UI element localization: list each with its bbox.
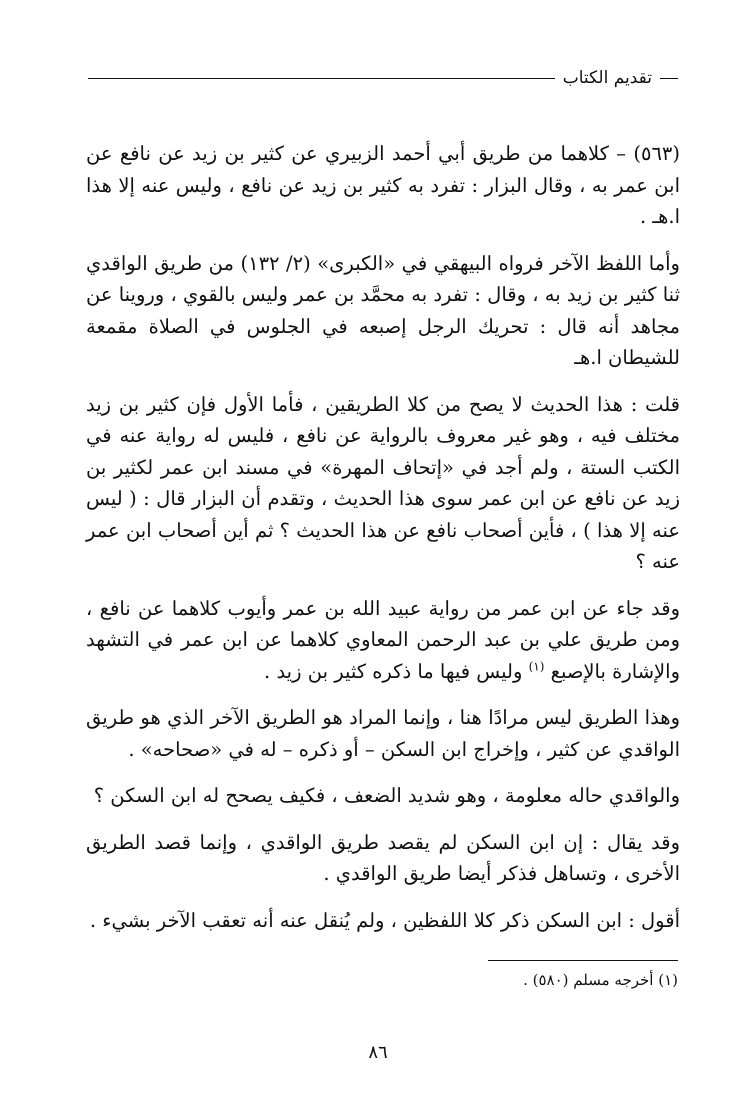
page-body	[86, 138, 680, 951]
paragraph-1: (٥٦٣) – كلاهما من طريق أبي أحمد الزبيري عن كثير بن زيد عن نافع عن ابن عمر به ، وقال البزار : تفرد به كثير بن زيد عن نافع ، وليس عنه إلا هذا ا.هـ .	[86, 142, 680, 228]
paragraph-4	[86, 593, 680, 688]
footnote-rule	[488, 960, 678, 961]
paragraph-4-tail: وليس فيها ما ذكره كثير بن زيد .	[264, 659, 523, 683]
header-title: تقديم الكتاب	[555, 64, 660, 92]
paragraph-3: قلت : هذا الحديث لا يصح من كلا الطريقين ، فأما الأول فإن كثير بن زيد مختلف فيه ، وهو غير معروف بالرواية عن نافع ، فليس له رواية عنه في الكتب الستة ، ولم أجد في «إتحاف المهرة» في مسند ابن عمر لكثير بن زيد عن نافع عن ابن عمر سوى هذا الحديث ، وتقدم أن البزار قال : ( ليس عنه إلا هذا ) ، فأين أصحاب نافع عن هذا الحديث ؟ ثم أين أصحاب ابن عمر عنه ؟	[86, 392, 680, 573]
paragraph-4-text: وقد جاء عن ابن عمر من رواية عبيد الله بن عمر وأيوب كلاهما عن نافع ، ومن طريق علي بن عبد الرحمن المعاوي كلاهما عن ابن عمر في التشهد والإشارة بالإصبع	[86, 596, 680, 683]
footnote-reference[interactable]: (١)	[528, 659, 545, 673]
page-number: ٨٦	[368, 1042, 388, 1063]
paragraph-7: وقد يقال : إن ابن السكن لم يقصد طريق الواقدي ، وإنما قصد الطريق الأخرى ، وتساهل فذكر أيضا طريق الواقدي .	[86, 830, 680, 885]
paragraph-2: وأما اللفظ الآخر فرواه البيهقي في «الكبرى» (٢/ ١٣٢) من طريق الواقدي ثنا كثير بن زيد به ، وقال : تفرد به محمَّد بن عمر وليس بالقوي ، وروينا عن مجاهد أنه قال : تحريك الرجل إصبعه في الجلوس في الصلاة مقمعة للشيطان ا.هـ	[86, 251, 680, 369]
paragraph-5: وهذا الطريق ليس مرادًا هنا ، وإنما المراد هو الطريق الآخر الذي هو طريق الواقدي عن كثير ، وإخراج ابن السكن – أو ذكره – له في «صحاحه» .	[86, 706, 680, 761]
footnote: (١) أخرجه مسلم (٥٨٠) .	[523, 971, 678, 989]
paragraph-6: والواقدي حاله معلومة ، وهو شديد الضعف ، فكيف يصحح له ابن السكن ؟	[93, 784, 680, 807]
running-header	[88, 56, 678, 96]
paragraph-8: أقول : ابن السكن ذكر كلا اللفظين ، ولم يُنقل عنه أنه تعقب الآخر بشيء .	[89, 908, 680, 932]
